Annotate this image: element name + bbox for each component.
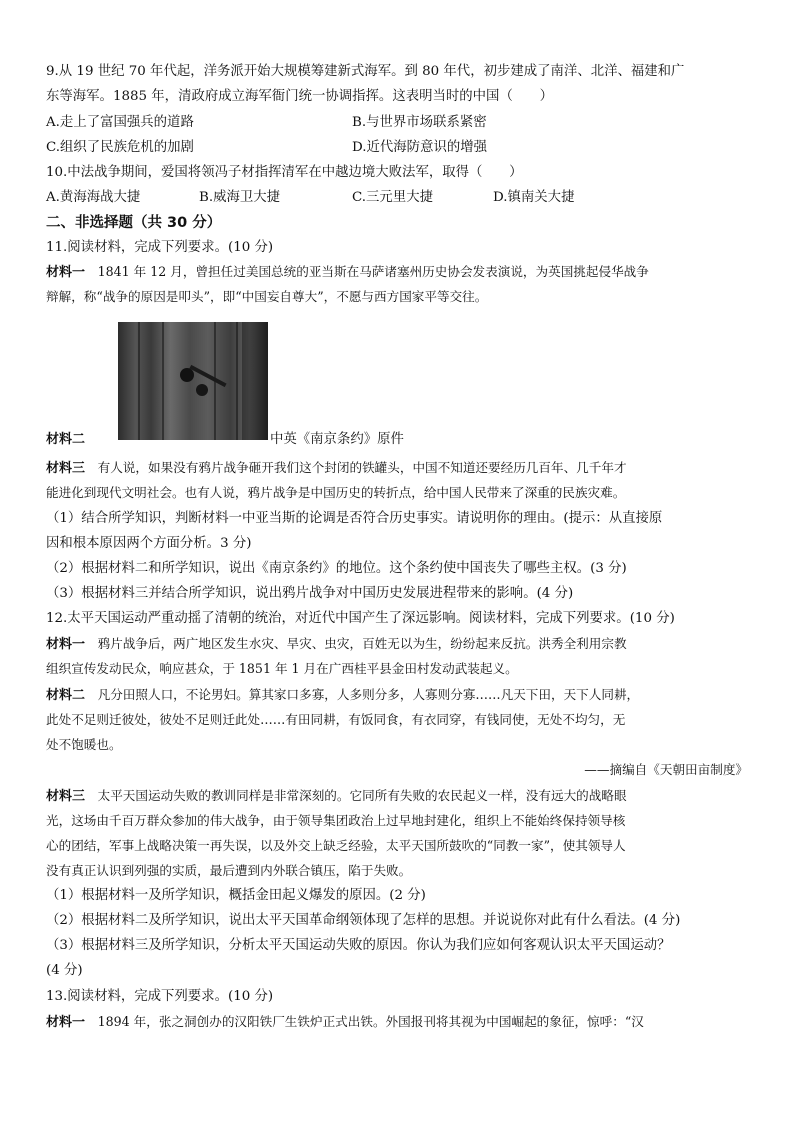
q11-sub1-line1: （1）结合所学知识，判断材料一中亚当斯的论调是否符合历史事实。请说明你的理由。(提示：从直接原 [46,511,663,526]
q11-material1-line2: 辩解，称“战争的原因是叩头”，即“中国妄自尊大”，不愿与西方国家平等交往。 [46,289,488,304]
q11-material3-text: 有人说，如果没有鸦片战争砸开我们这个封闭的铁罐头，中国不知道还要经历几百年、几千年才 [85,460,627,475]
q9-option-a[interactable]: A.走上了富国强兵的道路 [46,115,194,130]
q9-stem-line2: 东等海军。1885 年，清政府成立海军衙门统一协调指挥。这表明当时的中国（ ） [46,89,554,104]
q10-option-b[interactable]: B.威海卫大捷 [199,190,281,205]
q12-sub1: （1）根据材料一及所学知识，概括金田起义爆发的原因。(2 分) [46,888,426,903]
q12-material3-label: 材料三 [46,789,86,804]
section-heading: 二、非选择题（共 30 分） [46,215,222,231]
q12-material1-label: 材料一 [46,637,86,652]
nanjing-treaty-photo [118,322,268,440]
q13-material1-text: 1894 年，张之洞创办的汉阳铁厂生铁炉正式出铁。外国报刊将其视为中国崛起的象征，惊呼：“汉 [85,1014,644,1029]
q12-material2-line3: 处不饱暖也。 [46,737,122,752]
q12-sub2: （2）根据材料二及所学知识，说出太平天国革命纲领体现了怎样的思想。并说说你对此有什么看法。(4 分) [46,913,681,928]
q11-material1-line1 [46,262,756,283]
q12-material2-label: 材料二 [46,688,86,703]
q12-material2-line1 [46,685,756,706]
q10-stem: 10.中法战争期间，爱国将领冯子材指挥清军在中越边境大败法军，取得（ ） [46,165,523,180]
q11-material3-line2: 能进化到现代文明社会。也有人说，鸦片战争是中国历史的转折点，给中国人民带来了深重的民族灾难。 [46,485,626,500]
q12-material1-text: 鸦片战争后，两广地区发生水灾、旱灾、虫灾，百姓无以为生，纷纷起来反抗。洪秀全利用宗教 [85,636,627,651]
q12-material2-text: 凡分田照人口，不论男妇。算其家口多寡，人多则分多，人寡则分寡……凡天下田，天下人同耕， [85,687,640,702]
q12-material3-line1 [46,786,756,807]
q10-option-d[interactable]: D.镇南关大捷 [493,190,575,205]
q11-material3-label: 材料三 [46,461,86,476]
q11-sub2: （2）根据材料二和所学知识，说出《南京条约》的地位。这个条约使中国丧失了哪些主权。(3 分) [46,561,627,576]
q12-intro: 12.太平天国运动严重动摇了清朝的统治，对近代中国产生了深远影响。阅读材料，完成下列要求。(10 分) [46,611,675,626]
q12-material3-text: 太平天国运动失败的教训同样是非常深刻的。它同所有失败的农民起义一样，没有远大的战略眼 [85,788,627,803]
q12-material2-source: ——摘编自《天朝田亩制度》 [584,762,748,777]
q12-material2-line2: 此处不足则迁彼处，彼处不足则迁此处……有田同耕，有饭同食，有衣同穿，有钱同使，无处不均匀，无 [46,712,626,727]
q12-sub3-line2: (4 分) [46,963,83,978]
q12-material1-line2: 组织宣传发动民众，响应甚众，于 1851 年 1 月在广西桂平县金田村发动武装起义。 [46,661,518,676]
q11-material1-text: 1841 年 12 月，曾担任过美国总统的亚当斯在马萨诸塞州历史协会发表演说，为英国挑起侵华战争 [85,264,649,279]
q13-intro: 13.阅读材料，完成下列要求。(10 分) [46,989,274,1004]
q10-option-c[interactable]: C.三元里大捷 [352,190,433,205]
q12-material3-line4: 没有真正认识到列强的实质，最后遭到内外联合镇压，陷于失败。 [46,863,412,878]
q11-material3-line1 [46,458,756,479]
q11-material2-caption: 中英《南京条约》原件 [270,432,404,447]
q11-material1-label: 材料一 [46,265,86,280]
q12-material1-line1 [46,634,756,655]
q12-material3-line2: 光，这场由千百万群众参加的伟大战争，由于领导集团政治上过早地封建化，组织上不能始终保持领导核 [46,813,626,828]
q11-material2-label: 材料二 [46,432,86,447]
q11-intro: 11.阅读材料，完成下列要求。(10 分) [46,240,274,255]
q11-material2-row [46,430,404,450]
q12-material3-line3: 心的团结，军事上战略决策一再失误，以及外交上缺乏经验，太平天国所鼓吹的“同教一家”，使其领导人 [46,838,626,853]
q12-sub3-line1: （3）根据材料三及所学知识，分析太平天国运动失败的原因。你认为我们应如何客观认识太平天国运动？ [46,938,671,953]
q9-option-d[interactable]: D.近代海防意识的增强 [352,140,488,155]
q9-stem-line1: 9.从 19 世纪 70 年代起，洋务派开始大规模筹建新式海军。到 80 年代，初步建成了南洋、北洋、福建和广 [46,64,685,79]
q13-material1-line1 [46,1012,756,1033]
q9-option-b[interactable]: B.与世界市场联系紧密 [352,115,487,130]
q11-sub1-line2: 因和根本原因两个方面分析。3 分) [46,536,252,551]
q11-sub3: （3）根据材料三并结合所学知识，说出鸦片战争对中国历史发展进程带来的影响。(4 分) [46,586,574,601]
q9-option-c[interactable]: C.组织了民族危机的加剧 [46,140,194,155]
q13-material1-label: 材料一 [46,1015,86,1030]
q10-option-a[interactable]: A.黄海海战大捷 [46,190,141,205]
